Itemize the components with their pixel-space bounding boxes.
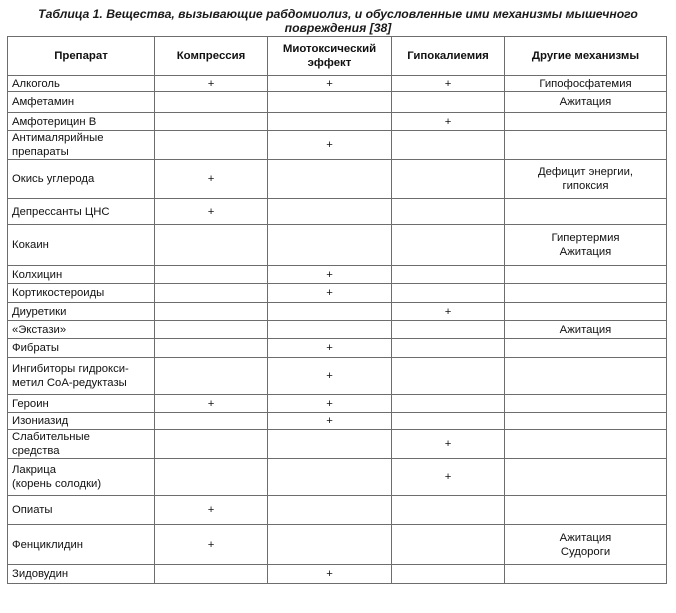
- cell-other-mechanisms: [505, 284, 667, 303]
- cell-myotoxic: [268, 496, 392, 525]
- cell-myotoxic: [268, 92, 392, 113]
- cell-hypokalemia: [392, 459, 505, 496]
- cell-drug-text: Алкоголь: [12, 77, 60, 90]
- table-body: [8, 76, 667, 584]
- cell-other-mechanisms: [505, 358, 667, 395]
- cell-myotoxic: [268, 113, 392, 131]
- cell-drug: [8, 413, 155, 430]
- cell-compression-text: +: [207, 205, 215, 218]
- cell-other-mechanisms: [505, 395, 667, 413]
- table-row: [8, 459, 667, 496]
- table-row: [8, 199, 667, 225]
- cell-drug-text: Антималярийные препараты: [12, 132, 104, 158]
- cell-myotoxic-text: +: [326, 77, 333, 90]
- cell-drug: [8, 266, 155, 284]
- cell-hypokalemia-text: +: [444, 471, 452, 483]
- cell-myotoxic: [268, 284, 392, 303]
- table-row: [8, 160, 667, 199]
- cell-compression: [155, 113, 268, 131]
- cell-compression: [155, 459, 268, 496]
- cell-other-mechanisms: [505, 496, 667, 525]
- cell-drug-text: Лакрица (корень солодки): [12, 464, 102, 490]
- table-row: [8, 92, 667, 113]
- cell-compression: [155, 496, 268, 525]
- cell-hypokalemia: [392, 413, 505, 430]
- cell-compression: [155, 225, 268, 266]
- cell-other-mechanisms: [505, 565, 667, 584]
- cell-hypokalemia: [392, 496, 505, 525]
- cell-drug: [8, 496, 155, 525]
- cell-hypokalemia: [392, 430, 505, 459]
- cell-compression-text: +: [207, 77, 215, 90]
- cell-drug: [8, 303, 155, 321]
- cell-hypokalemia: [392, 339, 505, 358]
- cell-drug: [8, 199, 155, 225]
- cell-compression-text: +: [207, 397, 215, 410]
- table-row: [8, 358, 667, 395]
- cell-drug: [8, 160, 155, 199]
- cell-drug-text: Диуретики: [12, 305, 67, 318]
- cell-drug: [8, 284, 155, 303]
- cell-other-mechanisms-text: Ажитация: [559, 96, 612, 108]
- cell-compression-text: +: [207, 504, 215, 516]
- cell-drug-text: «Экстази»: [12, 323, 67, 336]
- cell-myotoxic: [268, 225, 392, 266]
- cell-drug-text: Зидовудин: [12, 568, 69, 580]
- cell-hypokalemia: [392, 358, 505, 395]
- cell-drug: [8, 430, 155, 459]
- cell-other-mechanisms: [505, 321, 667, 339]
- cell-hypokalemia: [392, 395, 505, 413]
- table-row: [8, 225, 667, 266]
- cell-other-mechanisms-text: Гипертермия Ажитация: [551, 232, 620, 258]
- cell-other-mechanisms: [505, 459, 667, 496]
- table-row: [8, 131, 667, 160]
- cell-myotoxic: [268, 459, 392, 496]
- table-row: [8, 395, 667, 413]
- cell-other-mechanisms: [505, 339, 667, 358]
- table-row: [8, 266, 667, 284]
- cell-hypokalemia-text: +: [444, 305, 452, 318]
- cell-myotoxic-text: +: [326, 370, 333, 382]
- cell-drug: [8, 225, 155, 266]
- cell-hypokalemia: [392, 76, 505, 92]
- cell-myotoxic: [268, 395, 392, 413]
- cell-drug-text: Амфетамин: [12, 96, 75, 108]
- substances-table: [7, 36, 667, 584]
- cell-other-mechanisms: [505, 430, 667, 459]
- header-other: Другие механизмы: [505, 37, 667, 76]
- cell-compression: [155, 199, 268, 225]
- cell-myotoxic: [268, 199, 392, 225]
- table-row: [8, 339, 667, 358]
- caption-line-1: Таблица 1. Вещества, вызывающие рабдомиолиз, и обусловленные ими механизмы мышечного: [38, 7, 638, 21]
- cell-other-mechanisms-text: Гипофосфатемия: [539, 77, 632, 90]
- cell-myotoxic: [268, 565, 392, 584]
- cell-compression: [155, 92, 268, 113]
- cell-other-mechanisms: [505, 160, 667, 199]
- cell-compression: [155, 321, 268, 339]
- cell-hypokalemia: [392, 321, 505, 339]
- cell-drug: [8, 459, 155, 496]
- cell-drug: [8, 525, 155, 565]
- cell-other-mechanisms: [505, 131, 667, 160]
- cell-myotoxic: [268, 131, 392, 160]
- table-row: [8, 284, 667, 303]
- cell-other-mechanisms: [505, 525, 667, 565]
- cell-other-mechanisms: [505, 303, 667, 321]
- cell-hypokalemia: [392, 131, 505, 160]
- table-caption: [0, 7, 676, 35]
- cell-drug-text: Амфотерицин В: [12, 115, 97, 128]
- cell-other-mechanisms-text: Ажитация Судороги: [559, 531, 612, 558]
- cell-myotoxic: [268, 303, 392, 321]
- cell-hypokalemia: [392, 525, 505, 565]
- cell-hypokalemia: [392, 266, 505, 284]
- cell-drug: [8, 76, 155, 92]
- cell-myotoxic: [268, 266, 392, 284]
- caption-line-2: повреждения [38]: [284, 21, 392, 35]
- cell-drug: [8, 131, 155, 160]
- cell-other-mechanisms: [505, 266, 667, 284]
- cell-compression: [155, 160, 268, 199]
- header-compression: Компрессия: [155, 37, 268, 76]
- cell-compression: [155, 358, 268, 395]
- cell-drug: [8, 321, 155, 339]
- cell-myotoxic-text: +: [326, 397, 333, 410]
- cell-drug-text: Кортикостероиды: [12, 287, 105, 299]
- cell-compression-text: +: [207, 173, 215, 185]
- cell-hypokalemia-text: +: [444, 77, 452, 90]
- cell-myotoxic: [268, 430, 392, 459]
- cell-compression: [155, 565, 268, 584]
- cell-myotoxic-text: +: [326, 568, 333, 580]
- cell-myotoxic-text: +: [326, 342, 333, 354]
- cell-other-mechanisms: [505, 92, 667, 113]
- table-row: [8, 430, 667, 459]
- cell-other-mechanisms: [505, 225, 667, 266]
- cell-drug-text: Фенциклидин: [12, 538, 84, 551]
- cell-compression-text: +: [207, 538, 215, 551]
- table-row: [8, 565, 667, 584]
- cell-other-mechanisms: [505, 199, 667, 225]
- cell-drug-text: Окись углерода: [12, 173, 95, 185]
- cell-drug: [8, 358, 155, 395]
- cell-compression: [155, 430, 268, 459]
- table-row: [8, 76, 667, 92]
- cell-other-mechanisms: [505, 76, 667, 92]
- cell-myotoxic: [268, 321, 392, 339]
- cell-myotoxic: [268, 358, 392, 395]
- cell-drug-text: Кокаин: [12, 239, 49, 251]
- cell-myotoxic-text: +: [326, 415, 333, 427]
- cell-hypokalemia: [392, 303, 505, 321]
- cell-myotoxic: [268, 339, 392, 358]
- table-row: [8, 496, 667, 525]
- cell-myotoxic-text: +: [326, 287, 333, 299]
- cell-drug: [8, 565, 155, 584]
- cell-drug: [8, 339, 155, 358]
- cell-myotoxic: [268, 76, 392, 92]
- cell-hypokalemia: [392, 113, 505, 131]
- cell-compression: [155, 413, 268, 430]
- cell-other-mechanisms-text: Дефицит энергии, гипоксия: [537, 166, 634, 192]
- cell-compression: [155, 339, 268, 358]
- cell-compression: [155, 284, 268, 303]
- cell-drug-text: Колхицин: [12, 268, 63, 281]
- cell-other-mechanisms-text: Ажитация: [559, 323, 612, 336]
- cell-hypokalemia: [392, 565, 505, 584]
- cell-hypokalemia: [392, 199, 505, 225]
- cell-drug: [8, 92, 155, 113]
- cell-drug-text: Депрессанты ЦНС: [12, 205, 110, 218]
- cell-drug-text: Слабительные средства: [12, 431, 90, 457]
- cell-myotoxic: [268, 525, 392, 565]
- header-row: [8, 37, 667, 76]
- cell-hypokalemia: [392, 160, 505, 199]
- cell-hypokalemia: [392, 284, 505, 303]
- table-row: [8, 303, 667, 321]
- cell-drug-text: Героин: [12, 397, 49, 410]
- cell-hypokalemia: [392, 92, 505, 113]
- cell-drug-text: Опиаты: [12, 504, 53, 516]
- cell-compression: [155, 131, 268, 160]
- cell-hypokalemia: [392, 225, 505, 266]
- cell-drug-text: Изониазид: [12, 415, 69, 427]
- table-row: [8, 413, 667, 430]
- cell-drug-text: Ингибиторы гидрокси- метил CoA-редуктазы: [12, 363, 129, 389]
- cell-compression: [155, 76, 268, 92]
- cell-myotoxic-text: +: [326, 268, 333, 281]
- cell-drug: [8, 395, 155, 413]
- cell-myotoxic: [268, 160, 392, 199]
- cell-other-mechanisms: [505, 113, 667, 131]
- table-row: [8, 321, 667, 339]
- cell-myotoxic: [268, 413, 392, 430]
- cell-other-mechanisms: [505, 413, 667, 430]
- cell-compression: [155, 525, 268, 565]
- cell-drug-text: Фибраты: [12, 342, 59, 354]
- cell-myotoxic-text: +: [326, 139, 333, 151]
- cell-hypokalemia-text: +: [444, 438, 452, 450]
- cell-compression: [155, 303, 268, 321]
- cell-compression: [155, 395, 268, 413]
- cell-drug: [8, 113, 155, 131]
- cell-compression: [155, 266, 268, 284]
- header-drug: Препарат: [8, 37, 155, 76]
- header-myotoxic: Миотоксический эффект: [268, 37, 392, 76]
- cell-hypokalemia-text: +: [444, 115, 452, 128]
- table-row: [8, 525, 667, 565]
- table-row: [8, 113, 667, 131]
- header-hypokalemia: Гипокалиемия: [392, 37, 505, 76]
